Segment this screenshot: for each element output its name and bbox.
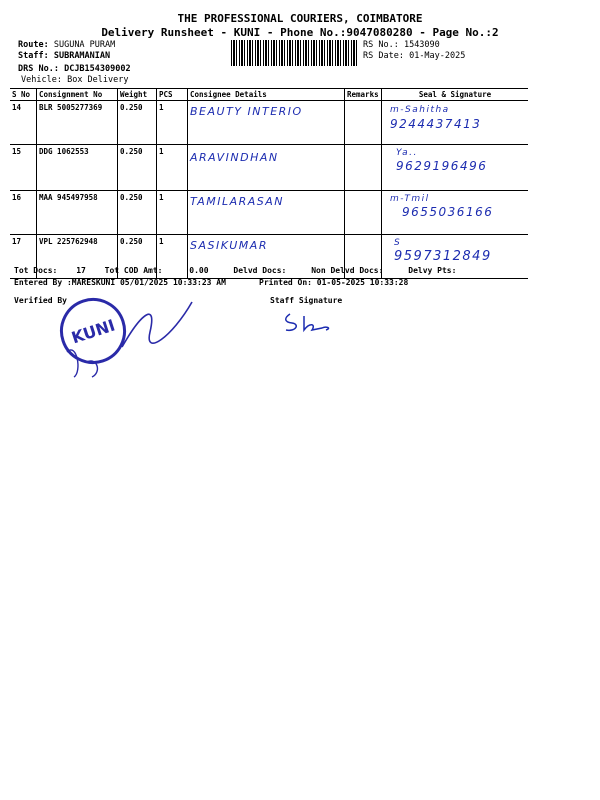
signature-phone: 9655036166 xyxy=(402,205,494,219)
non-delvd-docs-label: Non Delvd Docs: xyxy=(311,266,384,275)
cell-sno: 16 xyxy=(10,191,37,235)
cell-consignee: BEAUTY INTERIO xyxy=(188,101,345,145)
cell-consignment: DDG 1062553 xyxy=(37,145,118,191)
tot-docs-value: 17 xyxy=(76,266,86,275)
cell-consignment: BLR 5005277369 xyxy=(37,101,118,145)
col-remarks: Remarks xyxy=(345,89,382,101)
cell-sno: 17 xyxy=(10,235,37,279)
entered-by: Entered By :MARESKUNI 05/01/2025 10:33:23 AM xyxy=(14,278,226,287)
route-value: SUGUNA PURAM xyxy=(53,40,116,50)
cell-pcs: 1 xyxy=(157,101,188,145)
kuni-stamp: KUNI xyxy=(51,289,134,372)
cell-sno: 15 xyxy=(10,145,37,191)
vehicle-value: Box Delivery xyxy=(67,75,129,85)
drs-value: DCJB154309002 xyxy=(64,64,131,74)
rs-date-value: 01-May-2025 xyxy=(409,51,466,61)
cell-signature xyxy=(382,145,529,191)
signature-name: m-Sahitha xyxy=(390,105,450,115)
runsheet-table xyxy=(10,88,528,279)
cell-sno: 14 xyxy=(10,101,37,145)
cell-weight: 0.250 xyxy=(118,191,157,235)
cell-pcs: 1 xyxy=(157,191,188,235)
barcode xyxy=(231,40,357,66)
cell-signature xyxy=(382,101,529,145)
delvy-pts-label: Delvy Pts: xyxy=(408,266,457,275)
signature-phone: 9597312849 xyxy=(394,249,492,264)
cell-pcs: 1 xyxy=(157,145,188,191)
route-label: Route: xyxy=(18,40,49,50)
cell-signature xyxy=(382,191,529,235)
verified-signature-scribble xyxy=(62,292,202,382)
table-row xyxy=(10,191,528,235)
drs-label: DRS No.: xyxy=(18,64,59,74)
staff-signature-label: Staff Signature xyxy=(270,296,343,305)
col-sno: S No xyxy=(10,89,37,101)
cell-weight: 0.250 xyxy=(118,145,157,191)
left-meta xyxy=(18,40,131,86)
col-seal: Seal & Signature xyxy=(382,89,529,101)
vehicle-label: Vehicle: xyxy=(21,75,62,85)
rs-no-value: 1543090 xyxy=(403,40,440,50)
cell-consignment: VPL 225762948 xyxy=(37,235,118,279)
verified-by-label: Verified By xyxy=(14,296,67,305)
col-pcs: PCS xyxy=(157,89,188,101)
right-meta xyxy=(363,40,465,62)
col-consignment: Consignment No xyxy=(37,89,118,101)
table-header xyxy=(10,89,528,101)
cell-weight: 0.250 xyxy=(118,101,157,145)
rs-date-label: RS Date: xyxy=(363,51,404,61)
cell-consignee: TAMILARASAN xyxy=(188,191,345,235)
signature-name: S xyxy=(394,238,402,248)
delvd-docs-label: Delvd Docs: xyxy=(233,266,287,275)
cell-pcs: 1 xyxy=(157,235,188,279)
printed-on: Printed On: 01-05-2025 10:33:28 xyxy=(259,278,409,287)
tot-docs-label: Tot Docs: xyxy=(14,266,58,275)
tot-cod-value: 0.00 xyxy=(189,266,209,275)
cell-consignee: SASIKUMAR xyxy=(188,235,345,279)
company-title: THE PROFESSIONAL COURIERS, COIMBATORE xyxy=(177,12,423,25)
runsheet-title: Delivery Runsheet - KUNI - Phone No.:9047080280 - Page No.:2 xyxy=(101,26,499,39)
tot-cod-label: Tot COD Amt: xyxy=(104,266,163,275)
signature-name: m-Tmil xyxy=(390,194,430,204)
signature-phone: 9629196496 xyxy=(396,159,488,173)
cell-remarks xyxy=(345,191,382,235)
cell-remarks xyxy=(345,101,382,145)
staff-value: SUBRAMANIAN xyxy=(53,51,111,61)
cell-consignee: ARAVINDHAN xyxy=(188,145,345,191)
col-consignee: Consignee Details xyxy=(188,89,345,101)
cell-remarks xyxy=(345,145,382,191)
cell-consignment: MAA 945497958 xyxy=(37,191,118,235)
signature-name: Ya.. xyxy=(396,148,418,158)
col-weight: Weight xyxy=(118,89,157,101)
staff-signature-scribble xyxy=(282,310,342,336)
signature-phone: 9244437413 xyxy=(390,117,482,131)
totals-line xyxy=(14,266,456,275)
table-row xyxy=(10,145,528,191)
cell-weight: 0.250 xyxy=(118,235,157,279)
table-row xyxy=(10,101,528,145)
rs-no-label: RS No.: xyxy=(363,40,399,50)
staff-label: Staff: xyxy=(18,51,49,61)
